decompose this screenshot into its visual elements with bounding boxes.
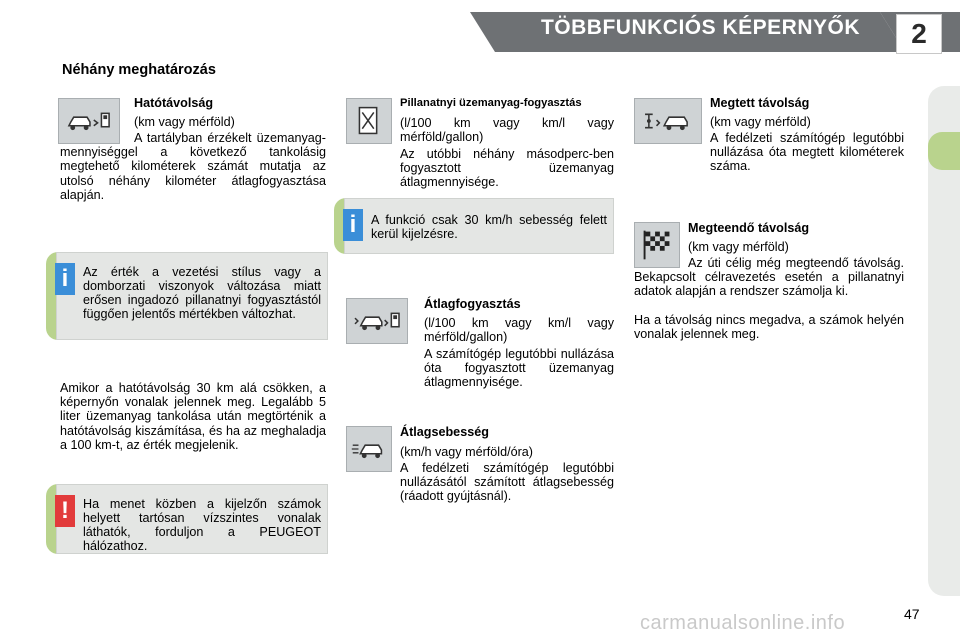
average-consumption-unit: (l/100 km vagy km/l vagy mérföld/gallon) <box>424 316 614 345</box>
instant-consumption-description: Az utóbbi néhány másodperc-ben fogyasztott üzemanyag átlagmennyisége. <box>400 147 614 190</box>
remaining-distance-heading: Megteendő távolság <box>688 221 810 235</box>
note-variable-range <box>56 252 328 340</box>
range-below30-text: Amikor a hatótávolság 30 km alá csökken, a képernyőn vonalak jelennek meg. Legalább 5 liter üzemanyag tankolása után megtörténik a hatótávolság kiszámítása, és ha az meghaladja a 100 km-t, az érték megjelenik. <box>60 381 326 452</box>
note-warning <box>56 484 328 554</box>
page-number: 47 <box>904 606 920 622</box>
distance-travelled-heading: Megtett távolság <box>710 96 810 110</box>
note-speed <box>344 198 614 254</box>
remaining-distance-unit: (km vagy mérföld) <box>688 240 789 254</box>
remaining-distance-description: Az úti célig még megteendő távolság. Bekapcsolt célravezetés esetén a pillanatnyi adatok alapján a rendszer számolja ki. <box>634 256 904 299</box>
info-icon: i <box>343 209 363 241</box>
info-icon: i <box>55 263 75 295</box>
note-speed-text: A funkció csak 30 km/h sebesség felett kerül kijelzésre. <box>371 213 607 241</box>
watermark: carmanualsonline.info <box>640 612 846 634</box>
average-consumption-icon <box>346 298 408 344</box>
note-warning-text: Ha menet közben a kijelzőn számok helyett tartósan vízszintes vonalak láthatók, forduljon a PEUGEOT hálózathoz. <box>83 497 321 553</box>
range-description: A tartályban érzékelt üzemanyag-mennyiséggel a következő tankolásig megtehető kilométerek számát mutatja az utolsó néhány kilométer átlagfogyasztása alapján. <box>60 131 326 202</box>
page-header-title: TÖBBFUNKCIÓS KÉPERNYŐK <box>540 16 860 39</box>
warning-icon: ! <box>55 495 75 527</box>
instant-consumption-icon <box>346 98 392 144</box>
distance-travelled-unit: (km vagy mérföld) <box>710 115 811 129</box>
distance-travelled-icon <box>634 98 702 144</box>
note-variable-text: Az érték a vezetési stílus vagy a domborzati viszonyok változása miatt erősen ingadozó pillanatnyi fogyasztástól függően jelentős mértékben változhat. <box>83 265 321 321</box>
average-speed-icon <box>346 426 392 472</box>
average-speed-description: A fedélzeti számítógép legutóbbi nullázásától számított átlagsebesség (ráadott gyújtásnál). <box>400 461 614 504</box>
average-speed-heading: Átlagsebesség <box>400 425 489 439</box>
range-heading: Hatótávolság <box>134 96 214 110</box>
average-consumption-heading: Átlagfogyasztás <box>424 297 521 311</box>
instant-consumption-heading: Pillanatnyi üzemanyag-fogyasztás <box>400 97 582 109</box>
range-unit: (km vagy mérföld) <box>134 115 235 129</box>
distance-travelled-description: A fedélzeti számítógép legutóbbi nullázása óta megtett kilométerek száma. <box>710 131 904 174</box>
average-speed-unit: (km/h vagy mérföld/óra) <box>400 445 533 459</box>
chapter-number: 2 <box>896 14 942 54</box>
instant-consumption-unit: (l/100 km vagy km/l vagy mérföld/gallon) <box>400 116 614 145</box>
average-consumption-description: A számítógép legutóbbi nullázása óta fogyasztott üzemanyag átlagmennyisége. <box>424 347 614 390</box>
side-tab-marker <box>928 132 960 170</box>
remaining-distance-note: Ha a távolság nincs megadva, a számok helyén vonalak jelennek meg. <box>634 313 904 342</box>
section-title: Néhány meghatározás <box>62 62 216 78</box>
